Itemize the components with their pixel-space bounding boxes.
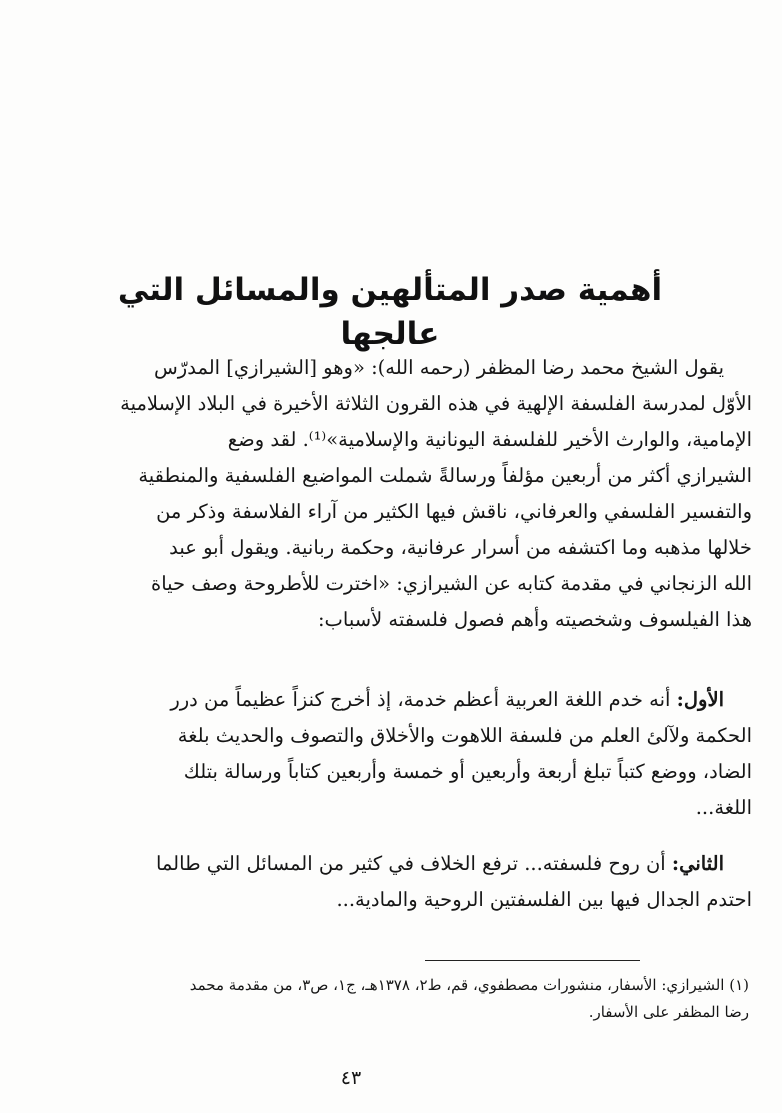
footnote-line: رضا المظفر على الأسفار. <box>588 1003 749 1021</box>
text-line <box>60 682 752 718</box>
text-line: خلالها مذهبه وما اكتشفه من أسرار عرفانية، وحكمة ربانية. ويقول أبو عبد <box>169 536 752 559</box>
text-line: الإمامية، والوارث الأخير للفلسفة اليونانية والإسلامية»⁽¹⁾. لقد وضع <box>227 428 752 451</box>
text-line: هذا الفيلسوف وشخصيته وأهم فصول فلسفته لأسباب: <box>317 608 752 631</box>
text-line: الضاد، ووضع كتباً تبلغ أربعة وأربعين أو خمسة وأربعين كتاباً ورسالة بتلك <box>183 760 752 783</box>
text-line <box>60 846 752 882</box>
text-line: يقول الشيخ محمد رضا المظفر (رحمه الله): «وهو [الشيرازي] المدرّس <box>153 356 724 379</box>
footnote <box>66 972 749 1026</box>
text-run: أنه خدم اللغة العربية أعظم خدمة، إذ أخرج كنزاً عظيماً من درر <box>170 688 677 711</box>
reason-lead: الأول: <box>676 688 724 711</box>
text-line: والتفسير الفلسفي والعرفاني، ناقش فيها الكثير من آراء الفلاسفة وذكر من <box>156 500 752 523</box>
text-line: الشيرازي أكثر من أربعين مؤلفاً ورسالةً شملت المواضيع الفلسفية والمنطقية <box>138 464 752 487</box>
page-number: ٤٣ <box>340 1067 362 1089</box>
footnote-divider <box>425 960 640 961</box>
paragraph-first-reason <box>60 682 752 826</box>
footnote-line: (١) الشيرازي: الأسفار، منشورات مصطفوي، قم، ط٢، ١٣٧٨هـ، ج١، ص٣، من مقدمة محمد <box>189 976 749 994</box>
paragraph-second-reason <box>60 846 752 918</box>
text-line: الله الزنجاني في مقدمة كتابه عن الشيرازي: «اخترت للأطروحة وصف حياة <box>150 572 752 595</box>
text-run: أن روح فلسفته... ترفع الخلاف في كثير من المسائل التي طالما <box>155 852 672 875</box>
reason-lead: الثاني: <box>671 852 724 875</box>
text-line: الأوّل لمدرسة الفلسفة الإلهية في هذه القرون الثلاثة الأخيرة في البلاد الإسلامية <box>120 392 752 415</box>
text-line: اللغة... <box>695 796 752 819</box>
chapter-title: أهمية صدر المتألهين والمسائل التي عالجها <box>117 272 663 352</box>
text-line: احتدم الجدال فيها بين الفلسفتين الروحية والمادية... <box>336 888 752 911</box>
text-line: الحكمة ولآلئ العلم من فلسفة اللاهوت والأخلاق والتصوف والحديث بلغة <box>177 724 752 747</box>
paragraph-intro <box>60 350 752 638</box>
